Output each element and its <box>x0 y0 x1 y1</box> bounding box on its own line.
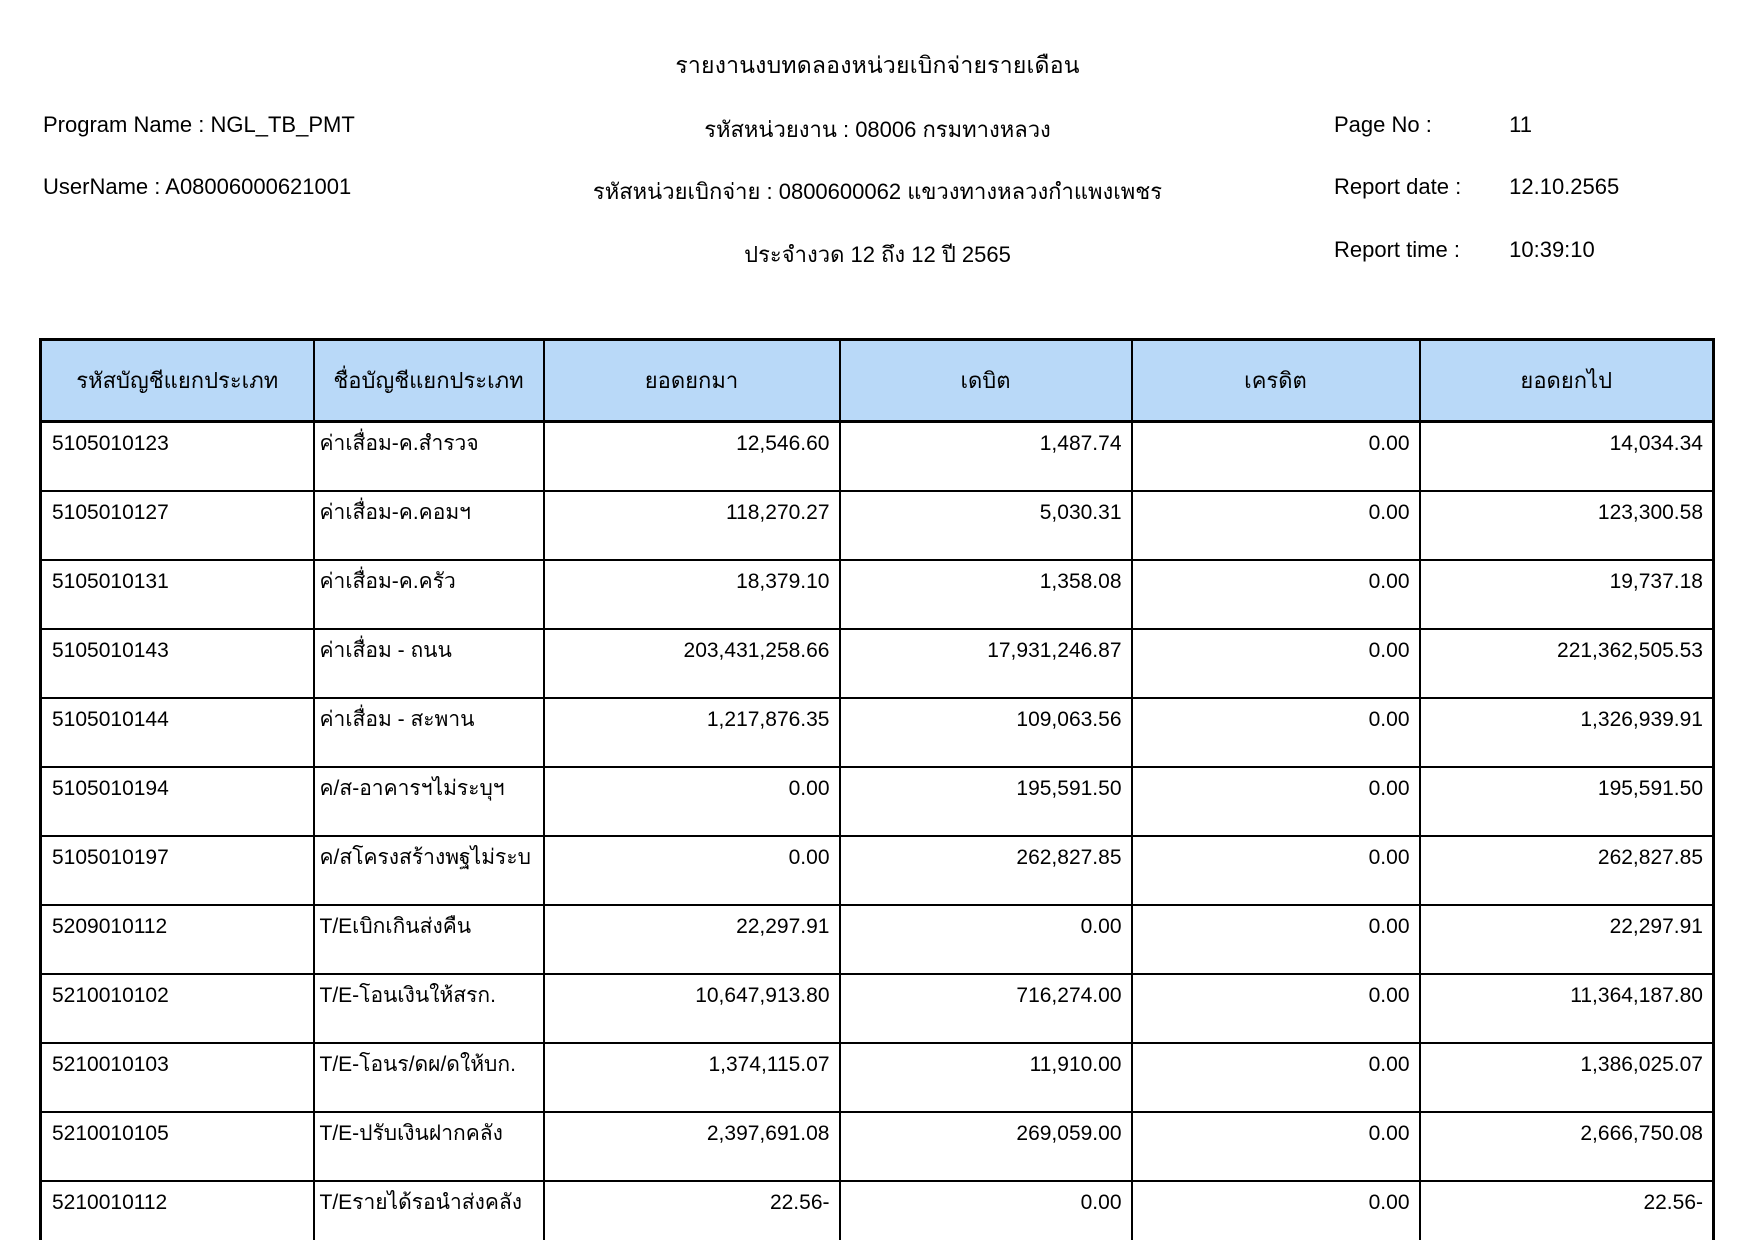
page-no-label: Page No : <box>1334 112 1432 137</box>
column-header-credit: เครดิต <box>1132 340 1420 422</box>
balance-carried-forward-cell: 123,300.58 <box>1420 491 1714 560</box>
balance-brought-forward-cell: 1,374,115.07 <box>544 1043 840 1112</box>
report-time-line <box>1334 237 1595 263</box>
trial-balance-table <box>39 338 1715 1240</box>
report-title: รายงานงบทดลองหน่วยเบิกจ่ายรายเดือน <box>675 52 1080 78</box>
balance-brought-forward-cell: 12,546.60 <box>544 422 840 492</box>
debit-cell: 269,059.00 <box>840 1112 1132 1181</box>
program-name-value: NGL_TB_PMT <box>210 112 355 137</box>
account-code-cell: 5105010131 <box>41 560 314 629</box>
username-label: UserName : <box>43 174 161 199</box>
debit-cell: 716,274.00 <box>840 974 1132 1043</box>
report-date-value: 12.10.2565 <box>1509 174 1620 199</box>
account-code-cell: 5105010123 <box>41 422 314 492</box>
balance-brought-forward-cell: 0.00 <box>544 767 840 836</box>
column-header-account-name: ชื่อบัญชีแยกประเภท <box>314 340 544 422</box>
account-code-cell: 5105010197 <box>41 836 314 905</box>
account-name-cell: ค่าเสื่อม-ค.คอมฯ <box>314 491 544 560</box>
balance-brought-forward-cell: 22,297.91 <box>544 905 840 974</box>
balance-carried-forward-cell: 22.56- <box>1420 1181 1714 1240</box>
account-code-cell: 5210010112 <box>41 1181 314 1240</box>
table-row <box>41 629 1714 698</box>
balance-brought-forward-cell: 0.00 <box>544 836 840 905</box>
account-name-cell: ค่าเสื่อม - สะพาน <box>314 698 544 767</box>
account-name-cell: T/E-ปรับเงินฝากคลัง <box>314 1112 544 1181</box>
table-row <box>41 422 1714 492</box>
credit-cell: 0.00 <box>1132 629 1420 698</box>
balance-carried-forward-cell: 1,386,025.07 <box>1420 1043 1714 1112</box>
account-code-cell: 5105010194 <box>41 767 314 836</box>
account-code-cell: 5209010112 <box>41 905 314 974</box>
account-name-cell: ค/ส-อาคารฯไม่ระบุฯ <box>314 767 544 836</box>
balance-carried-forward-cell: 195,591.50 <box>1420 767 1714 836</box>
program-name-label: Program Name : <box>43 112 205 137</box>
account-name-cell: T/E-โอนร/ดผ/ดให้บก. <box>314 1043 544 1112</box>
debit-cell: 109,063.56 <box>840 698 1132 767</box>
balance-carried-forward-cell: 19,737.18 <box>1420 560 1714 629</box>
column-header-balance-carried-forward: ยอดยกไป <box>1420 340 1714 422</box>
table-row <box>41 698 1714 767</box>
account-name-cell: ค่าเสื่อม - ถนน <box>314 629 544 698</box>
debit-cell: 1,358.08 <box>840 560 1132 629</box>
credit-cell: 0.00 <box>1132 974 1420 1043</box>
report-date-label: Report date : <box>1334 174 1462 199</box>
table-row <box>41 560 1714 629</box>
balance-carried-forward-cell: 221,362,505.53 <box>1420 629 1714 698</box>
agency-code-line: รหัสหน่วยงาน : 08006 กรมทางหลวง <box>704 117 1051 142</box>
column-header-debit: เดบิต <box>840 340 1132 422</box>
username-value: A08006000621001 <box>165 174 352 199</box>
balance-brought-forward-cell: 1,217,876.35 <box>544 698 840 767</box>
balance-brought-forward-cell: 2,397,691.08 <box>544 1112 840 1181</box>
debit-cell: 17,931,246.87 <box>840 629 1132 698</box>
debit-cell: 1,487.74 <box>840 422 1132 492</box>
balance-carried-forward-cell: 262,827.85 <box>1420 836 1714 905</box>
debit-cell: 5,030.31 <box>840 491 1132 560</box>
credit-cell: 0.00 <box>1132 905 1420 974</box>
table-row <box>41 767 1714 836</box>
column-header-account-code: รหัสบัญชีแยกประเภท <box>41 340 314 422</box>
account-name-cell: T/Eรายได้รอนำส่งคลัง <box>314 1181 544 1240</box>
debit-cell: 0.00 <box>840 905 1132 974</box>
period-line: ประจำงวด 12 ถึง 12 ปี 2565 <box>744 242 1011 267</box>
account-code-cell: 5210010103 <box>41 1043 314 1112</box>
credit-cell: 0.00 <box>1132 767 1420 836</box>
balance-brought-forward-cell: 18,379.10 <box>544 560 840 629</box>
report-time-value: 10:39:10 <box>1509 237 1595 262</box>
page-no-line <box>1334 112 1532 138</box>
balance-carried-forward-cell: 1,326,939.91 <box>1420 698 1714 767</box>
account-code-cell: 5105010127 <box>41 491 314 560</box>
debit-cell: 0.00 <box>840 1181 1132 1240</box>
credit-cell: 0.00 <box>1132 1181 1420 1240</box>
account-name-cell: T/Eเบิกเกินส่งคืน <box>314 905 544 974</box>
table-row <box>41 836 1714 905</box>
account-code-cell: 5210010102 <box>41 974 314 1043</box>
table-row <box>41 1043 1714 1112</box>
credit-cell: 0.00 <box>1132 560 1420 629</box>
page-no-value: 11 <box>1509 112 1532 137</box>
debit-cell: 11,910.00 <box>840 1043 1132 1112</box>
balance-carried-forward-cell: 22,297.91 <box>1420 905 1714 974</box>
account-code-cell: 5210010105 <box>41 1112 314 1181</box>
debit-cell: 195,591.50 <box>840 767 1132 836</box>
credit-cell: 0.00 <box>1132 1112 1420 1181</box>
account-name-cell: ค่าเสื่อม-ค.สำรวจ <box>314 422 544 492</box>
balance-carried-forward-cell: 11,364,187.80 <box>1420 974 1714 1043</box>
table-row <box>41 1181 1714 1240</box>
account-name-cell: T/E-โอนเงินให้สรก. <box>314 974 544 1043</box>
column-header-balance-brought-forward: ยอดยกมา <box>544 340 840 422</box>
account-name-cell: ค่าเสื่อม-ค.ครัว <box>314 560 544 629</box>
table-header-row <box>41 340 1714 422</box>
table-row <box>41 491 1714 560</box>
credit-cell: 0.00 <box>1132 836 1420 905</box>
credit-cell: 0.00 <box>1132 422 1420 492</box>
report-date-line <box>1334 174 1619 200</box>
balance-brought-forward-cell: 118,270.27 <box>544 491 840 560</box>
balance-brought-forward-cell: 10,647,913.80 <box>544 974 840 1043</box>
account-name-cell: ค/สโครงสร้างพฐไม่ระบ <box>314 836 544 905</box>
balance-carried-forward-cell: 2,666,750.08 <box>1420 1112 1714 1181</box>
credit-cell: 0.00 <box>1132 491 1420 560</box>
credit-cell: 0.00 <box>1132 1043 1420 1112</box>
balance-brought-forward-cell: 203,431,258.66 <box>544 629 840 698</box>
table-row <box>41 974 1714 1043</box>
balance-brought-forward-cell: 22.56- <box>544 1181 840 1240</box>
debit-cell: 262,827.85 <box>840 836 1132 905</box>
credit-cell: 0.00 <box>1132 698 1420 767</box>
report-time-label: Report time : <box>1334 237 1460 262</box>
account-code-cell: 5105010143 <box>41 629 314 698</box>
balance-carried-forward-cell: 14,034.34 <box>1420 422 1714 492</box>
table-row <box>41 1112 1714 1181</box>
disbursement-unit-line: รหัสหน่วยเบิกจ่าย : 0800600062 แขวงทางหลวงกำแพงเพชร <box>592 179 1163 204</box>
table-row <box>41 905 1714 974</box>
account-code-cell: 5105010144 <box>41 698 314 767</box>
